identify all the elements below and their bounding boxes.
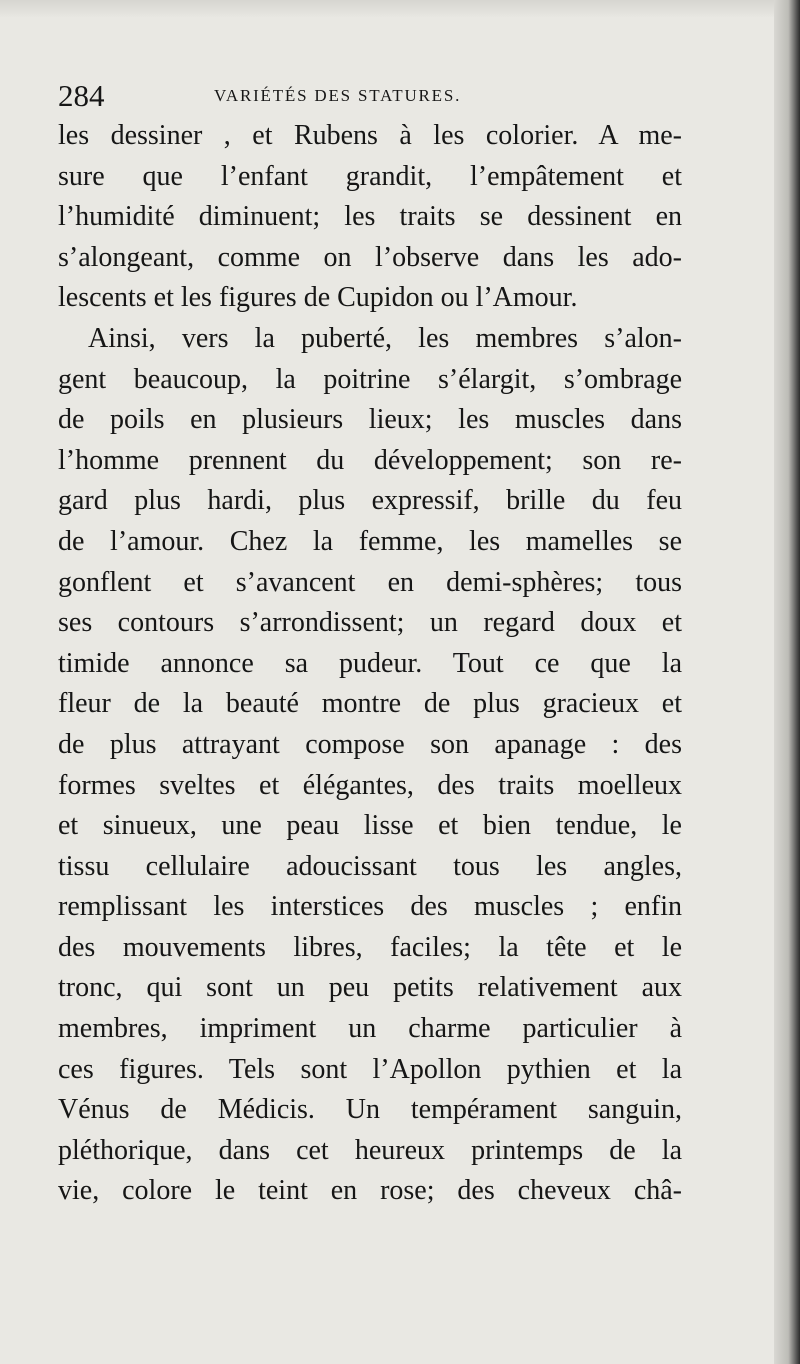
text-line-6: Ainsi, vers la puberté, les membres s’alon- <box>88 322 682 354</box>
text-line-14: timide annonce sa pudeur. Tout ce que la <box>58 647 682 679</box>
text-line-24: ces figures. Tels sont l’Apollon pythien et la <box>58 1053 682 1085</box>
text-line-17: formes sveltes et élégantes, des traits moelleux <box>58 769 682 801</box>
text-line-15: fleur de la beauté montre de plus gracieux et <box>58 688 682 720</box>
text-line-3: l’humidité diminuent; les traits se dessinent en <box>58 201 682 233</box>
text-line-11: de l’amour. Chez la femme, les mamelles se <box>58 525 682 557</box>
text-line-2: sure que l’enfant grandit, l’empâtement et <box>58 160 682 192</box>
text-line-20: remplissant les interstices des muscles ; enfin <box>58 891 682 923</box>
text-line-7: gent beaucoup, la poitrine s’élargit, s’ombrage <box>58 363 682 395</box>
body-text <box>58 116 682 1212</box>
text-line-26: pléthorique, dans cet heureux printemps de la <box>58 1134 682 1166</box>
text-line-5: lescents et les figures de Cupidon ou l’Amour. <box>58 282 578 314</box>
text-line-16: de plus attrayant compose son apanage : des <box>58 728 682 760</box>
running-head: VARIÉTÉS DES STATURES. <box>214 86 462 105</box>
text-line-25: Vénus de Médicis. Un tempérament sanguin, <box>58 1094 682 1126</box>
text-line-10: gard plus hardi, plus expressif, brille du feu <box>58 485 682 517</box>
text-line-22: tronc, qui sont un peu petits relativement aux <box>58 972 682 1004</box>
page-right-edge-shadow <box>774 0 800 1364</box>
text-line-19: tissu cellulaire adoucissant tous les angles, <box>58 850 682 882</box>
page-number: 284 <box>58 78 105 113</box>
text-line-1: les dessiner , et Rubens à les colorier. A me- <box>58 120 682 151</box>
text-line-13: ses contours s’arrondissent; un regard doux et <box>58 607 682 639</box>
text-line-18: et sinueux, une peau lisse et bien tendue, le <box>58 810 682 842</box>
text-line-21: des mouvements libres, faciles; la tête et le <box>58 931 682 963</box>
text-line-4: s’alongeant, comme on l’observe dans les ado- <box>58 241 682 273</box>
text-line-9: l’homme prennent du développement; son re- <box>58 444 682 476</box>
page-header <box>58 76 698 116</box>
page-top-shadow <box>0 0 800 18</box>
text-line-12: gonflent et s’avancent en demi-sphères; tous <box>58 566 682 598</box>
text-line-27: vie, colore le teint en rose; des cheveux châ- <box>58 1175 682 1207</box>
text-line-23: membres, impriment un charme particulier à <box>58 1013 682 1045</box>
text-line-8: de poils en plusieurs lieux; les muscles dans <box>58 404 682 436</box>
